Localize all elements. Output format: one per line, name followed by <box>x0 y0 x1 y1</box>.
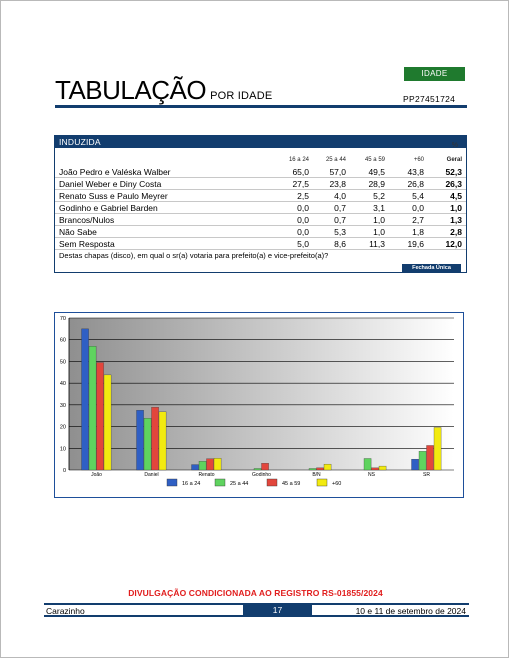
registration-disclaimer: DIVULGAÇÃO CONDICIONADA AO REGISTRO RS-01855/2024 <box>128 588 383 598</box>
y-tick-label: 0 <box>62 468 66 474</box>
row-label: Daniel Weber e Diny Costa <box>59 179 162 189</box>
row-label: Godinho e Gabriel Barden <box>59 203 158 213</box>
legend-swatch <box>215 479 225 486</box>
cell-geral: 1,3 <box>450 215 462 225</box>
page-number: 17 <box>243 605 312 615</box>
table-cell: 43,8 <box>407 167 424 177</box>
table-cell: 5,2 <box>373 191 385 201</box>
bar-Daniel-+60 <box>159 412 166 470</box>
bar-João-+60 <box>104 375 111 470</box>
y-tick-label: 20 <box>59 424 66 431</box>
cell-geral: 52,3 <box>445 167 462 177</box>
y-tick-label: 10 <box>59 446 66 453</box>
bar-João-25 a 44 <box>89 346 96 470</box>
table-section-header: INDUZIDA <box>55 136 466 148</box>
bar-SR-25 a 44 <box>419 451 426 470</box>
table-cell: 1,0 <box>373 215 385 225</box>
table-cell: 5,4 <box>412 191 424 201</box>
page-footer <box>44 603 469 617</box>
cell-geral: 26,3 <box>445 179 462 189</box>
table-cell: 26,8 <box>407 179 424 189</box>
y-tick-label: 70 <box>59 316 66 322</box>
row-label: Sem Resposta <box>59 239 115 249</box>
column-header: Geral <box>446 157 462 163</box>
cell-geral: 2,8 <box>450 227 462 237</box>
title-divider <box>55 105 467 108</box>
x-tick-label: SR <box>423 472 430 478</box>
table-cell: 2,5 <box>297 191 309 201</box>
idade-badge: IDADE <box>404 67 465 81</box>
footer-date: 10 e 11 de setembro de 2024 <box>355 606 466 616</box>
bar-Renato-25 a 44 <box>199 461 206 470</box>
table-cell: 3,1 <box>373 203 385 213</box>
table-row <box>55 202 466 214</box>
cell-geral: 4,5 <box>450 191 462 201</box>
table-cell: 4,0 <box>334 191 346 201</box>
table-row <box>55 190 466 202</box>
bar-NS-45 a 59 <box>372 468 379 470</box>
bar-Daniel-16 a 24 <box>137 410 144 470</box>
cell-geral: 12,0 <box>445 239 462 249</box>
table-row <box>55 226 466 238</box>
legend-label: 16 a 24 <box>182 481 201 487</box>
table-row <box>55 214 466 226</box>
bar-Godinho-45 a 59 <box>262 463 269 470</box>
bar-chart <box>54 312 464 498</box>
table-cell: 8,6 <box>334 239 346 249</box>
table-cell: 28,9 <box>368 179 385 189</box>
row-label: João Pedro e Valéska Walber <box>59 167 171 177</box>
column-header: 25 a 44 <box>325 157 346 163</box>
legend-swatch <box>317 479 327 486</box>
bar-B/N-+60 <box>324 464 331 470</box>
x-tick-label: B/N <box>312 472 321 478</box>
table-cell: 57,0 <box>329 167 346 177</box>
bar-Renato-16 a 24 <box>192 465 199 470</box>
bar-Daniel-25 a 44 <box>144 418 151 470</box>
table-cell: 0,0 <box>297 203 309 213</box>
table-cell: 27,5 <box>292 179 309 189</box>
question-text: Destas chapas (disco), em qual o sr(a) votaria para prefeito(a) e vice-prefeito(a)? <box>59 251 329 260</box>
bar-Godinho-25 a 44 <box>254 468 261 470</box>
table-cell: 5,0 <box>297 239 309 249</box>
table-cell: 49,5 <box>368 167 385 177</box>
bar-SR-45 a 59 <box>427 445 434 470</box>
footer-city: Carazinho <box>46 606 85 616</box>
x-tick-label: Daniel <box>144 472 159 478</box>
table-row <box>55 166 466 178</box>
table-cell: 0,0 <box>297 215 309 225</box>
cell-geral: 1,0 <box>450 203 462 213</box>
row-label: Não Sabe <box>59 227 97 237</box>
legend-label: +60 <box>332 481 342 487</box>
question-type-badge: Fechada Única <box>402 264 461 273</box>
title-subtitle: POR IDADE <box>210 90 273 102</box>
title-main: TABULAÇÃO <box>55 75 207 105</box>
column-header: 16 a 24 <box>288 157 309 163</box>
survey-code: PP27451724 <box>403 94 456 104</box>
table-cell: 19,6 <box>407 239 424 249</box>
table-cell: 5,3 <box>334 227 346 237</box>
bar-João-16 a 24 <box>82 329 89 470</box>
bar-SR-16 a 24 <box>412 459 419 470</box>
table-cell: 1,0 <box>373 227 385 237</box>
y-tick-label: 60 <box>59 337 66 344</box>
legend-swatch <box>167 479 177 486</box>
results-table <box>54 135 467 273</box>
table-cell: 0,0 <box>297 227 309 237</box>
page-title <box>55 75 272 106</box>
table-cell: 2,7 <box>412 215 424 225</box>
column-header: +60 <box>413 157 424 163</box>
table-row <box>55 238 466 250</box>
legend-label: 45 a 59 <box>282 481 301 487</box>
bar-B/N-45 a 59 <box>317 468 324 470</box>
plot-area <box>69 318 454 470</box>
y-tick-label: 30 <box>59 402 66 409</box>
bar-Renato-45 a 59 <box>207 459 214 470</box>
table-cell: 65,0 <box>292 167 309 177</box>
y-tick-label: 50 <box>59 359 66 366</box>
column-header: 45 a 59 <box>364 157 385 163</box>
bar-NS-25 a 44 <box>364 458 371 470</box>
row-label: Renato Suss e Paulo Meyrer <box>59 191 168 201</box>
legend-label: 25 a 44 <box>230 481 249 487</box>
table-row <box>55 178 466 190</box>
table-cell: 0,7 <box>334 203 346 213</box>
y-tick-label: 40 <box>59 381 66 388</box>
x-tick-label: Godinho <box>252 472 271 478</box>
bar-Daniel-45 a 59 <box>152 407 159 470</box>
x-tick-label: João <box>91 472 102 478</box>
bar-Renato-+60 <box>214 458 221 470</box>
table-cell: 11,3 <box>369 239 385 249</box>
table-cell: 0,7 <box>334 215 346 225</box>
bar-SR-+60 <box>434 427 441 470</box>
table-cell: 1,8 <box>412 227 424 237</box>
bar-chart-svg <box>55 313 462 496</box>
legend-swatch <box>267 479 277 486</box>
table-cell: 0,0 <box>412 203 424 213</box>
bar-NS-+60 <box>379 466 386 470</box>
bar-João-45 a 59 <box>97 363 104 470</box>
x-tick-label: Renato <box>198 472 215 478</box>
x-tick-label: NS <box>368 472 375 478</box>
table-cell: 23,8 <box>329 179 346 189</box>
bar-B/N-25 a 44 <box>309 468 316 470</box>
unit-label: % <box>451 142 458 149</box>
row-label: Brancos/Nulos <box>59 215 115 225</box>
